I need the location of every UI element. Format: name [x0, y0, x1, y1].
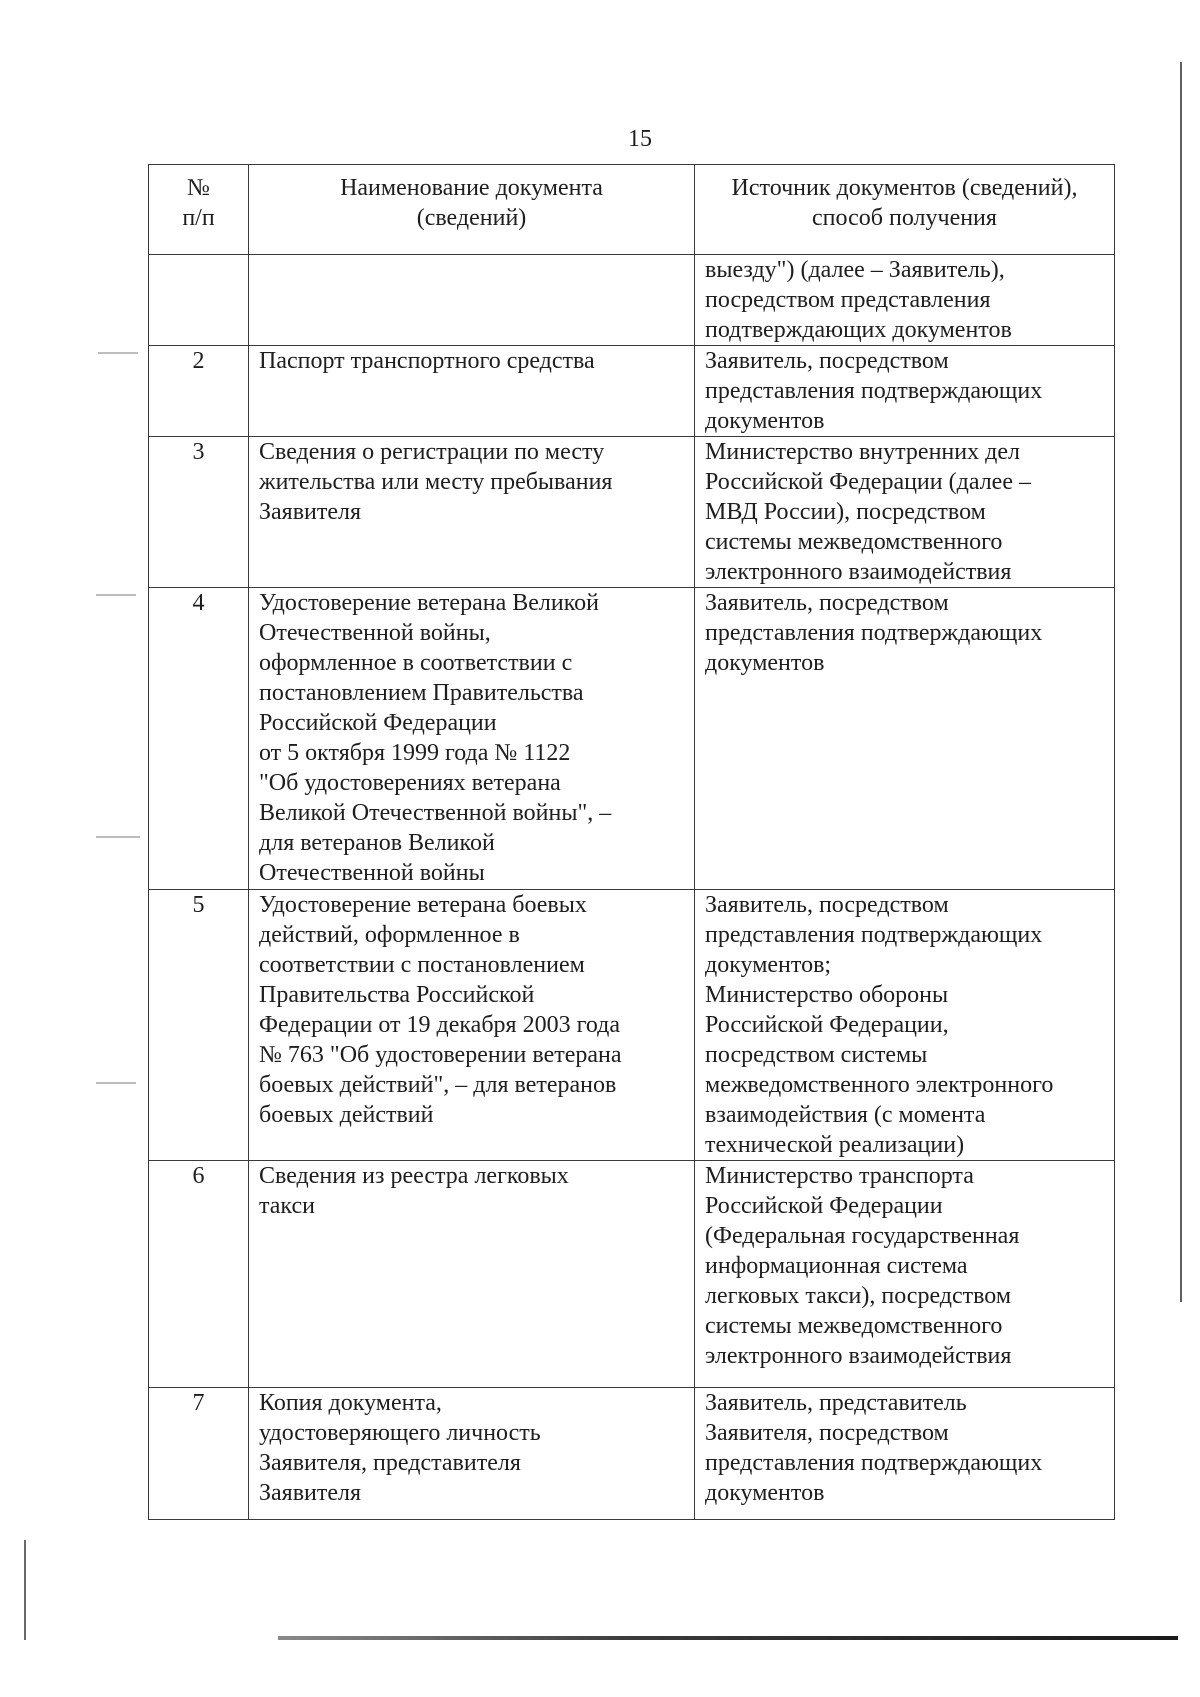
document-name-line: боевых действий: [259, 1102, 434, 1128]
header-document-name: Наименование документа (сведений): [249, 165, 695, 255]
source-line: документов: [705, 1480, 825, 1506]
document-name-line: "Об удостоверениях ветерана: [259, 770, 561, 796]
source-line: МВД России), посредством: [705, 499, 986, 525]
table-row: [149, 1388, 1115, 1520]
row-number: [149, 255, 249, 346]
header-source: Источник документов (сведений), способ получения: [695, 165, 1115, 255]
document-name-line: боевых действий", – для ветеранов: [259, 1072, 617, 1098]
source-line: информационная система: [705, 1253, 968, 1279]
document-name-line: такси: [259, 1193, 315, 1219]
source-line: подтверждающих документов: [705, 317, 1012, 343]
document-name-line: постановлением Правительства: [259, 680, 584, 706]
document-name-cell: [249, 588, 695, 890]
document-name-line: действий, оформленное в: [259, 922, 520, 948]
source-line: технической реализации): [705, 1132, 965, 1158]
source-line: представления подтверждающих: [705, 1450, 1043, 1476]
document-name-line: Российской Федерации: [259, 710, 497, 736]
source-line: Министерство внутренних дел: [705, 439, 1020, 465]
row-number: 3: [149, 437, 249, 588]
document-name-line: соответствии с постановлением: [259, 952, 585, 978]
row-number: 2: [149, 346, 249, 437]
source-cell: [695, 437, 1115, 588]
document-name-line: Сведения о регистрации по месту: [259, 439, 605, 465]
source-line: представления подтверждающих: [705, 620, 1043, 646]
scan-edge-bottom: [278, 1636, 1178, 1640]
document-name-line: Сведения из реестра легковых: [259, 1163, 569, 1189]
table-row: [149, 346, 1115, 437]
row-number: 6: [149, 1161, 249, 1388]
document-name-line: Правительства Российской: [259, 982, 535, 1008]
table-row: [149, 437, 1115, 588]
document-name-line: Копия документа,: [259, 1390, 442, 1416]
header-number: № п/п: [149, 165, 249, 255]
row-number: 5: [149, 890, 249, 1161]
document-name-line: Отечественной войны: [259, 860, 485, 886]
source-line: документов: [705, 408, 825, 434]
source-cell: [695, 1161, 1115, 1388]
source-line: посредством системы: [705, 1042, 928, 1068]
source-line: Российской Федерации,: [705, 1012, 949, 1038]
row-number: 4: [149, 588, 249, 890]
source-line: Заявителя, посредством: [705, 1420, 949, 1446]
scan-edge-left: [24, 1540, 26, 1640]
table-header-row: [149, 165, 1115, 255]
source-line: межведомственного электронного: [705, 1072, 1054, 1098]
source-line: Заявитель, посредством: [705, 590, 949, 616]
table-row: [149, 588, 1115, 890]
document-name-line: Удостоверение ветерана Великой: [259, 590, 599, 616]
source-line: электронного взаимодействия: [705, 1343, 1012, 1369]
source-line: Министерство обороны: [705, 982, 949, 1008]
document-name-cell: [249, 437, 695, 588]
document-name-cell: [249, 346, 695, 437]
document-name-line: Федерации от 19 декабря 2003 года: [259, 1012, 620, 1038]
source-line: системы межведомственного: [705, 529, 1003, 555]
document-name-cell: [249, 1161, 695, 1388]
source-line: Заявитель, посредством: [705, 892, 949, 918]
table-row: [149, 1161, 1115, 1388]
documents-table: [148, 164, 1115, 1520]
source-line: взаимодействия (с момента: [705, 1102, 986, 1128]
source-cell: [695, 1388, 1115, 1520]
source-line: электронного взаимодействия: [705, 559, 1012, 585]
source-line: посредством представления: [705, 287, 991, 313]
document-name-line: Удостоверение ветерана боевых: [259, 892, 587, 918]
source-line: Российской Федерации (далее –: [705, 469, 1031, 495]
page-number: 15: [628, 126, 652, 152]
source-line: представления подтверждающих: [705, 922, 1043, 948]
document-name-line: № 763 "Об удостоверении ветерана: [259, 1042, 622, 1068]
scan-speck: [96, 836, 140, 838]
source-line: легковых такси), посредством: [705, 1283, 1012, 1309]
table-row: [149, 255, 1115, 346]
document-name-cell: [249, 1388, 695, 1520]
document-name-line: удостоверяющего личность: [259, 1420, 541, 1446]
source-cell: [695, 255, 1115, 346]
source-line: (Федеральная государственная: [705, 1223, 1020, 1249]
source-line: документов: [705, 650, 825, 676]
document-name-line: Заявителя: [259, 1480, 362, 1506]
document-name-line: Заявителя, представителя: [259, 1450, 521, 1476]
source-cell: [695, 346, 1115, 437]
scan-edge-right: [1180, 62, 1182, 1302]
source-line: представления подтверждающих: [705, 378, 1043, 404]
document-name-line: Великой Отечественной войны", –: [259, 800, 612, 826]
document-name-line: Отечественной войны,: [259, 620, 491, 646]
source-cell: [695, 890, 1115, 1161]
document-name-cell: [249, 255, 695, 346]
scan-speck: [96, 594, 136, 596]
source-line: системы межведомственного: [705, 1313, 1003, 1339]
document-name-line: Паспорт транспортного средства: [259, 348, 595, 374]
document-name-cell: [249, 890, 695, 1161]
source-line: документов;: [705, 952, 832, 978]
table-row: [149, 890, 1115, 1161]
source-line: выезду") (далее – Заявитель),: [705, 257, 1005, 283]
source-cell: [695, 588, 1115, 890]
source-line: Заявитель, представитель: [705, 1390, 967, 1416]
document-name-line: оформленное в соответствии с: [259, 650, 573, 676]
scan-speck: [98, 352, 138, 354]
document-name-line: Заявителя: [259, 499, 362, 525]
scan-speck: [96, 1082, 136, 1084]
document-name-line: для ветеранов Великой: [259, 830, 495, 856]
source-line: Российской Федерации: [705, 1193, 943, 1219]
document-name-line: от 5 октября 1999 года № 1122: [259, 740, 571, 766]
source-line: Заявитель, посредством: [705, 348, 949, 374]
document-name-line: жительства или месту пребывания: [259, 469, 613, 495]
source-line: Министерство транспорта: [705, 1163, 974, 1189]
row-number: 7: [149, 1388, 249, 1520]
